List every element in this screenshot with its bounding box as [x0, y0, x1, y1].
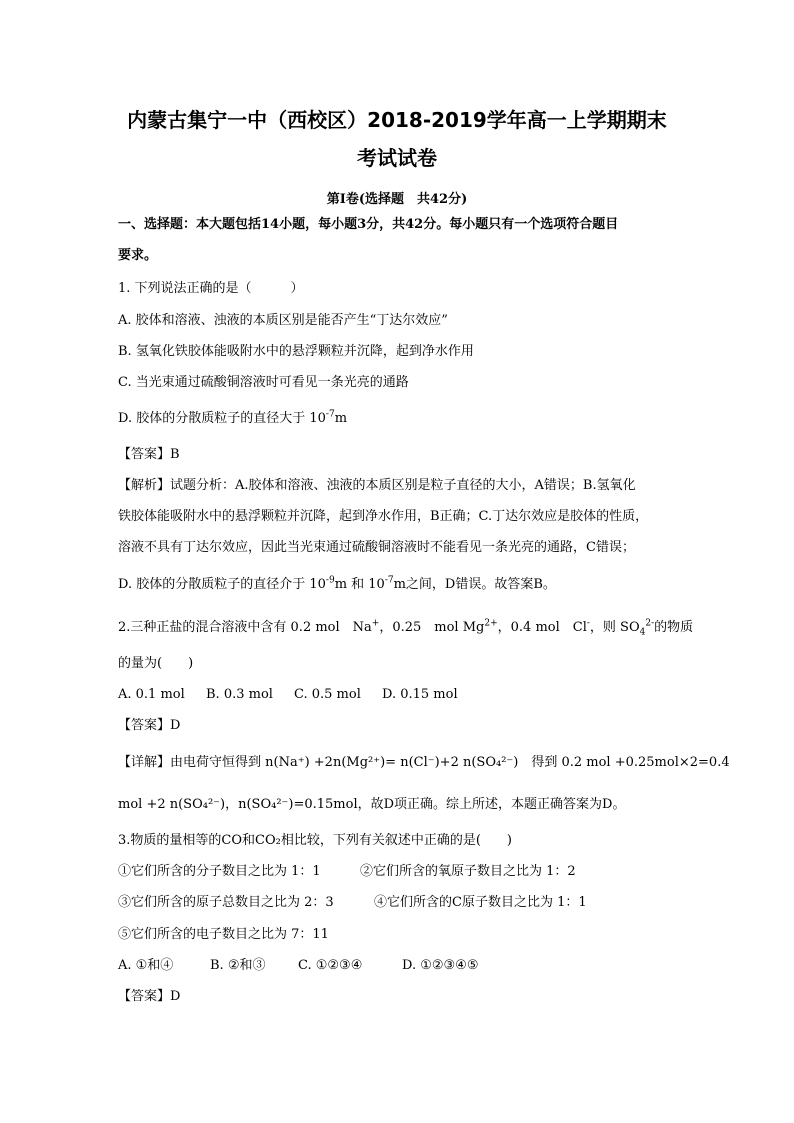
q2-stem-d: ，则 SO: [589, 620, 640, 635]
q2-option-d: D. 0.15 mol: [382, 687, 458, 702]
q3-item-4: ④它们所含的C原子数目之比为 1：1: [374, 895, 587, 910]
q1-analysis4-exp2: -7: [384, 575, 394, 586]
q3-stem: 3.物质的量相等的CO和CO₂相比较，下列有关叙述中正确的是( ): [118, 833, 512, 848]
q2-detail-line1: [118, 755, 730, 771]
q1-analysis4-a: D. 胶体的分散质粒子的直径介于 10: [118, 577, 326, 592]
q1-analysis4-b: m 和 10: [334, 577, 385, 592]
q2-sup-cl: -: [586, 618, 590, 629]
q2-stem-e: 的物质: [654, 620, 694, 635]
q2-sup-na: +: [371, 618, 380, 629]
q1-analysis-line3: 溶液不具有丁达尔效应，因此当光束通过硫酸铜溶液时不能看见一条光亮的通路，C错误；: [118, 540, 635, 555]
section-instruction-line1: 一、选择题：本大题包括14小题，每小题3分，共42分。每小题只有一个选项符合题目: [118, 217, 619, 232]
q3-item-5: ⑤它们所含的电子数目之比为 7：11: [118, 927, 329, 942]
q3-item-3: ③它们所含的原子总数目之比为 2：3: [118, 895, 334, 910]
q3-items-row2: [118, 895, 587, 911]
q2-options: [118, 687, 458, 703]
q1-stem: 1. 下列说法正确的是（ ）: [118, 281, 304, 296]
q1-analysis4-exp1: -9: [325, 575, 335, 586]
q3-option-c: C. ①②③④: [298, 958, 363, 973]
q2-stem-c: ，0.4 mol Cl: [497, 620, 587, 635]
q1-option-d: [118, 411, 347, 427]
q1-analysis-line4: [118, 577, 556, 593]
q3-item-2: ②它们所含的氧原子数目之比为 1：2: [360, 864, 576, 879]
q1-analysis4-c: m之间，D错误。故答案B。: [393, 577, 556, 592]
document-title-line1: 内蒙古集宁一中（西校区）2018-2019学年高一上学期期末: [127, 108, 667, 132]
q3-option-d: D. ①②③④⑤: [402, 958, 479, 973]
q3-option-a: A. ①和④: [118, 958, 174, 973]
q1-analysis-label: 【解析】: [118, 478, 171, 493]
q1-option-c: C. 当光束通过硫酸铜溶液时可看见一条光亮的通路: [118, 375, 409, 390]
q1-option-b: B. 氢氧化铁胶体能吸附水中的悬浮颗粒并沉降，起到净水作用: [118, 344, 474, 359]
q2-detail-label: 【详解】: [118, 755, 171, 770]
q2-answer: [118, 718, 180, 734]
q1-option-d-exponent: -7: [325, 409, 335, 420]
q2-sub-4: 4: [639, 627, 646, 638]
q1-option-d-suffix: m: [334, 411, 348, 426]
q2-sup-so4: 2-: [645, 618, 655, 629]
q3-items-row1: [118, 864, 576, 880]
q2-option-c: C. 0.5 mol: [294, 687, 361, 702]
q3-item-1: ①它们所含的分子数目之比为 1：1: [118, 864, 321, 879]
q3-answer: [118, 989, 180, 1005]
q1-analysis-line2: 铁胶体能吸附水中的悬浮颗粒并沉降，起到净水作用，B正确；C.丁达尔效应是胶体的性质，: [118, 509, 649, 524]
q2-stem-line2: 的量为( ): [118, 656, 194, 671]
q1-answer-label: 【答案】: [118, 447, 171, 462]
q2-sup-mg: 2+: [484, 618, 498, 629]
q1-analysis-line1: [118, 478, 636, 494]
q2-stem-line1: [118, 620, 693, 636]
q1-option-a: A. 胶体和溶液、浊液的本质区别是能否产生“丁达尔效应”: [118, 313, 448, 328]
section-instruction-line2: 要求。: [118, 248, 158, 263]
q2-answer-label: 【答案】: [118, 718, 171, 733]
q1-option-d-prefix: D. 胶体的分散质粒子的直径大于 10: [118, 411, 326, 426]
q2-option-b: B. 0.3 mol: [206, 687, 273, 702]
q2-detail-line2: mol +2 n(SO₄²⁻)，n(SO₄²⁻)=0.15mol，故D项正确。综上所述，本题正确答案为D。: [118, 797, 626, 812]
q3-answer-label: 【答案】: [118, 989, 171, 1004]
q1-answer-value: B: [170, 447, 180, 462]
q3-option-b: B. ②和③: [210, 958, 266, 973]
q2-option-a: A. 0.1 mol: [118, 687, 185, 702]
q1-analysis-text1: 试题分析：A.胶体和溶液、浊液的本质区别是粒子直径的大小，A错误；B.氢氧化: [170, 478, 636, 493]
q1-answer: [118, 447, 180, 463]
q2-stem-a: 2.三种正盐的混合溶液中含有 0.2 mol Na: [118, 620, 372, 635]
q3-answer-value: D: [170, 989, 181, 1004]
document-title-line2: 考试试卷: [357, 146, 437, 170]
q3-options: [118, 958, 479, 974]
q2-detail-text1: 由电荷守恒得到 n(Na⁺) +2n(Mg²⁺)= n(Cl⁻)+2 n(SO₄²⁻) 得到 0.2 mol +0.25mol×2=0.4: [170, 755, 730, 770]
q2-stem-b: ，0.25 mol Mg: [379, 620, 485, 635]
q2-answer-value: D: [170, 718, 181, 733]
section-subtitle: 第Ⅰ卷(选择题 共42分): [326, 192, 468, 207]
